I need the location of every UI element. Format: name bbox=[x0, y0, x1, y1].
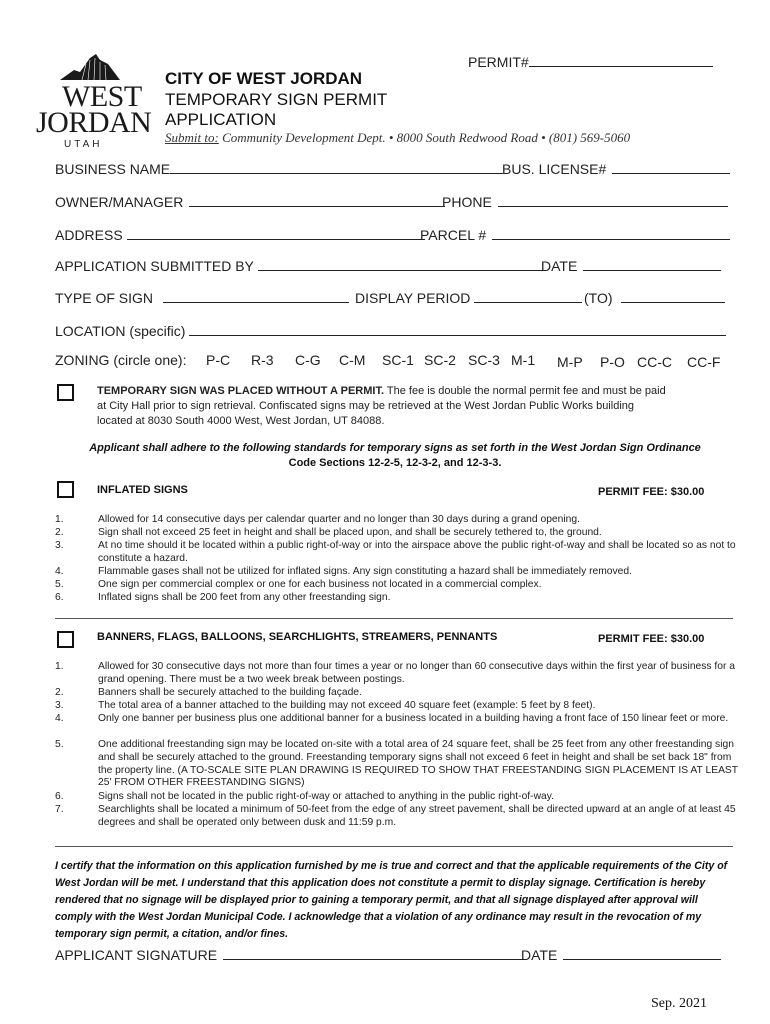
zoning-option[interactable]: M-P bbox=[557, 354, 583, 370]
zoning-option[interactable]: R-3 bbox=[251, 352, 274, 368]
list-item-number: 1. bbox=[55, 514, 64, 525]
list-item-number: 2. bbox=[55, 527, 64, 538]
footer-date: Sep. 2021 bbox=[651, 996, 707, 1011]
no-permit-line3: located at 8030 South 4000 West, West Jordan, UT 84088. bbox=[97, 415, 385, 427]
submit-to-label: Submit to: bbox=[165, 130, 219, 145]
display-period-field[interactable] bbox=[355, 290, 582, 306]
type-of-sign-field[interactable] bbox=[55, 290, 349, 306]
list-item-number: 1. bbox=[55, 661, 64, 672]
no-permit-checkbox[interactable] bbox=[57, 384, 74, 401]
address-label: ADDRESS bbox=[55, 227, 123, 243]
display-period-label: DISPLAY PERIOD bbox=[355, 290, 471, 306]
list-item-text: Sign shall not exceed 25 feet in height and shall be placed upon, and shall be securely tethered to, the ground. bbox=[98, 527, 602, 538]
zoning-option[interactable]: SC-1 bbox=[382, 352, 414, 368]
inflated-permit-fee: PERMIT FEE: $30.00 bbox=[598, 486, 705, 498]
address-field[interactable] bbox=[55, 227, 425, 243]
list-item-text: Only one banner per business plus one additional banner for a business located in a building having a front face of 150 linear feet or more. bbox=[98, 713, 729, 724]
zoning-option[interactable]: C-M bbox=[339, 352, 366, 368]
certification-text: I certify that the information on this application furnished by me is true and correct and that the applicable requirements of the City of West Jordan will be met. I understand that this application does not constitute a permit to display signage. Certification is hereby rendered that no signage will be displayed prior to gaining a temporary permit, and that all signage displayed after approval will comply with the West Jordan Municipal Code. I acknowledge that a violation of any ordinance may result in the revocation of my temporary sign permit, a citation, and/or fines. bbox=[55, 860, 728, 940]
adhere-line2: Code Sections 12-2-5, 12-3-2, and 12-3-3. bbox=[288, 457, 502, 469]
form-title: TEMPORARY SIGN PERMIT bbox=[165, 90, 388, 109]
zoning-label: ZONING (circle one): bbox=[55, 352, 187, 368]
banners-rules-list bbox=[55, 661, 738, 833]
list-item-text: Allowed for 14 consecutive days per calendar quarter and no longer than 30 days during a grand opening. bbox=[98, 514, 580, 525]
signature-date-field[interactable] bbox=[521, 947, 721, 963]
to-label: (TO) bbox=[584, 290, 613, 306]
zoning-option[interactable]: SC-3 bbox=[468, 352, 500, 368]
parcel-label: PARCEL # bbox=[420, 227, 487, 243]
no-permit-line1 bbox=[97, 385, 666, 397]
inflated-rules-list bbox=[55, 514, 735, 606]
bus-license-field[interactable] bbox=[502, 161, 730, 177]
banners-checkbox[interactable] bbox=[57, 631, 74, 648]
list-item-number: 3. bbox=[55, 540, 64, 551]
applicant-signature-field[interactable] bbox=[55, 947, 525, 963]
list-item-text: At no time should it be located within a public right-of-way or into the airspace above the public right-of-way and shall be located so as not to constitute a hazard. bbox=[98, 540, 736, 564]
banners-title: BANNERS, FLAGS, BALLOONS, SEARCHLIGHTS, STREAMERS, PENNANTS bbox=[97, 631, 498, 643]
zoning-option[interactable]: M-1 bbox=[511, 352, 536, 368]
list-item-number: 3. bbox=[55, 700, 64, 711]
zoning-option[interactable]: SC-2 bbox=[424, 352, 456, 368]
list-item-text: One sign per commercial complex or one for each business not located in a commercial complex. bbox=[98, 579, 542, 590]
date-label: DATE bbox=[541, 258, 578, 274]
city-title: CITY OF WEST JORDAN bbox=[165, 69, 363, 88]
list-item-text: Signs shall not be located in the public right-of-way or attached to anything in the public right-of-way. bbox=[98, 791, 554, 802]
app-submitted-by-field[interactable] bbox=[55, 258, 546, 274]
list-item-text: Flammable gases shall not be utilized for inflated signs. Any sign constituting a hazard shall be immediately removed. bbox=[98, 566, 633, 577]
list-item-number: 7. bbox=[55, 804, 64, 815]
submit-address: Community Development Dept. • 8000 South Redwood Road • (801) 569-5060 bbox=[222, 130, 631, 145]
location-field[interactable] bbox=[55, 323, 726, 339]
no-permit-title: TEMPORARY SIGN WAS PLACED WITHOUT A PERMIT. bbox=[97, 385, 385, 397]
form-subtitle: APPLICATION bbox=[165, 110, 277, 129]
list-item-number: 6. bbox=[55, 791, 64, 802]
section-divider-2 bbox=[55, 846, 733, 847]
permit-number-field[interactable] bbox=[468, 54, 713, 70]
logo-west: WEST bbox=[62, 80, 142, 113]
list-item-number: 5. bbox=[55, 579, 64, 590]
bus-license-label: BUS. LICENSE# bbox=[502, 161, 607, 177]
signature-label: APPLICANT SIGNATURE bbox=[55, 947, 218, 963]
phone-field[interactable] bbox=[442, 194, 728, 210]
inflated-signs-checkbox[interactable] bbox=[57, 481, 74, 498]
list-item-number: 4. bbox=[55, 713, 64, 724]
section-divider bbox=[55, 618, 733, 619]
parcel-field[interactable] bbox=[420, 227, 730, 243]
zoning-option[interactable]: C-G bbox=[295, 352, 321, 368]
list-item-text: Allowed for 30 consecutive days not more than four times a year or no longer than 60 consecutive days within the first year of business for a grand opening. There must be a two week break between postings. bbox=[98, 661, 736, 685]
zoning-option[interactable]: CC-C bbox=[637, 354, 672, 370]
no-permit-text: The fee is double the normal permit fee and must be paid bbox=[386, 385, 666, 397]
submit-to-line bbox=[165, 130, 630, 146]
phone-label: PHONE bbox=[442, 194, 492, 210]
list-item-number: 4. bbox=[55, 566, 64, 577]
banners-permit-fee: PERMIT FEE: $30.00 bbox=[598, 633, 705, 645]
list-item-text: Inflated signs shall be 200 feet from any other freestanding sign. bbox=[98, 592, 391, 603]
zoning-option[interactable]: P-O bbox=[600, 354, 625, 370]
no-permit-line2: at City Hall prior to sign retrieval. Confiscated signs may be retrieved at the West Jordan Public Works building bbox=[97, 400, 634, 412]
business-name-label: BUSINESS NAME bbox=[55, 161, 171, 177]
list-item-number: 6. bbox=[55, 592, 64, 603]
logo-jordan: JORDAN bbox=[36, 106, 152, 139]
list-item-text: One additional freestanding sign may be located on-site with a total area of 24 square feet, shall be 25 feet from any other freestanding sign and shall be securely attached to the ground. Freestanding temporary signs shall not exceed 6 feet in height and shall be set back 18" from the property line. (A TO-SCALE SITE PLAN DRAWING IS REQUIRED TO SHOW THAT FREESTANDING SIGN PLACEMENT IS AT LEAST 25' FROM OTHER FREESTANDING SIGNS) bbox=[98, 739, 738, 789]
logo-utah: UTAH bbox=[64, 139, 103, 150]
list-item-number: 5. bbox=[55, 739, 64, 750]
list-item-number: 2. bbox=[55, 687, 64, 698]
zoning-option[interactable]: P-C bbox=[206, 352, 231, 368]
permit-label: PERMIT# bbox=[468, 54, 529, 70]
type-of-sign-label: TYPE OF SIGN bbox=[55, 290, 154, 306]
owner-manager-field[interactable] bbox=[55, 194, 445, 210]
business-name-field[interactable] bbox=[55, 161, 503, 177]
inflated-signs-title: INFLATED SIGNS bbox=[97, 484, 188, 496]
to-field[interactable] bbox=[584, 290, 725, 306]
list-item-text: Banners shall be securely attached to the building façade. bbox=[98, 687, 362, 698]
signature-date-label: DATE bbox=[521, 947, 558, 963]
list-item-text: Searchlights shall be located a minimum of 50-feet from the edge of any street pavement, shall be directed upward at an angle of at least 45 degrees and shall be operated only between dusk and 11:59 p.m. bbox=[98, 804, 736, 828]
app-submitted-by-label: APPLICATION SUBMITTED BY bbox=[55, 258, 254, 274]
list-item-text: The total area of a banner attached to the building may not exceed 40 square feet (example: 5 feet by 8 feet). bbox=[98, 700, 596, 711]
date-field[interactable] bbox=[541, 258, 721, 274]
owner-manager-label: OWNER/MANAGER bbox=[55, 194, 184, 210]
location-label: LOCATION (specific) bbox=[55, 323, 186, 339]
zoning-option[interactable]: CC-F bbox=[687, 354, 721, 370]
mountain-logo-icon bbox=[60, 50, 120, 82]
adhere-line1: Applicant shall adhere to the following standards for temporary signs as set forth in the West Jordan Sign Ordinance bbox=[89, 442, 701, 454]
